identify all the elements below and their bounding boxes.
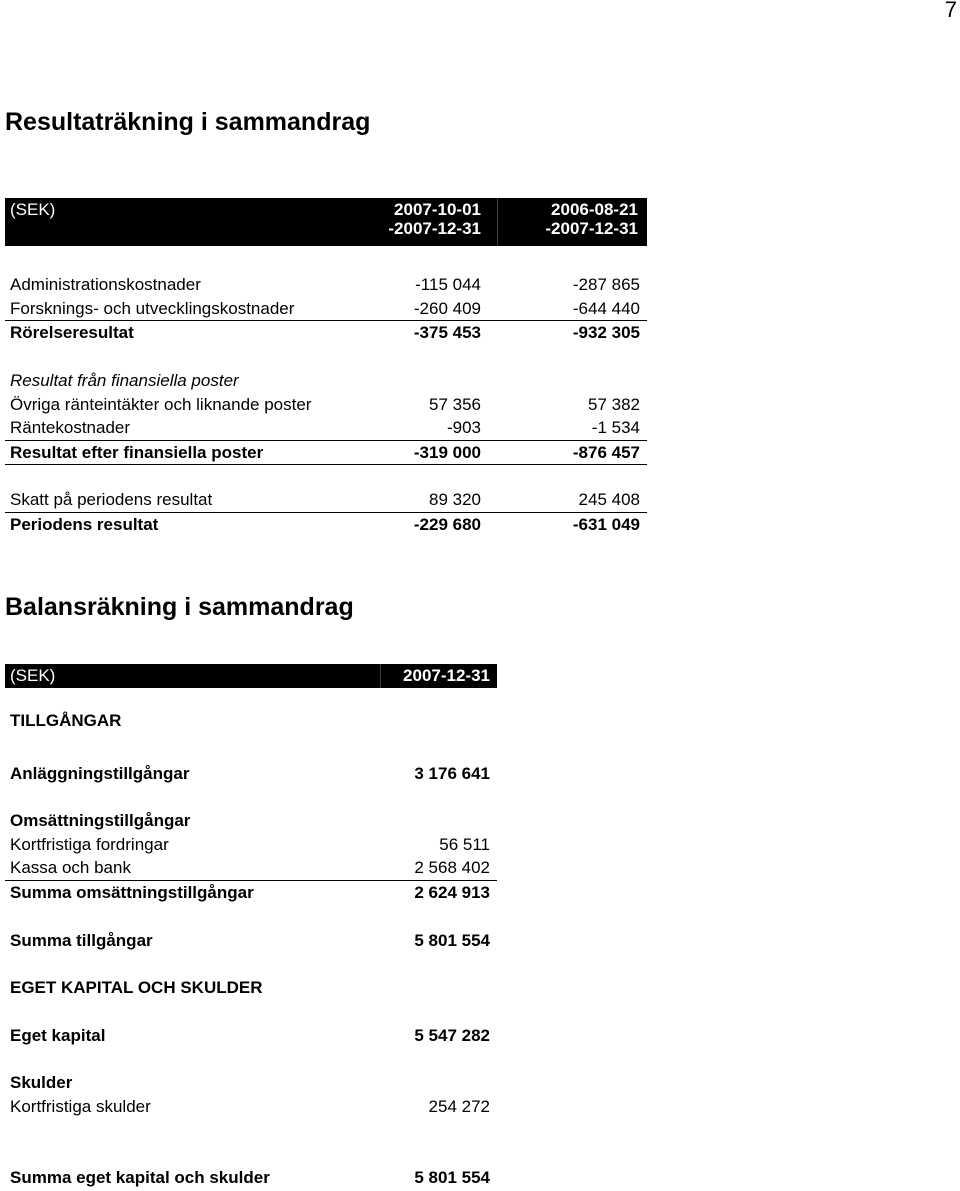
row-label: Administrationskostnader <box>10 275 201 294</box>
header-period-2-start: 2006-08-21 <box>551 200 638 219</box>
row-value-period-1: 89 320 <box>429 490 481 509</box>
row-label: Resultat efter finansiella poster <box>10 443 264 462</box>
section-heading <box>5 709 497 733</box>
table-row <box>5 416 647 440</box>
row-value: 5 801 554 <box>414 1168 490 1187</box>
rule-line <box>5 464 647 465</box>
row-label: Skulder <box>10 1073 73 1092</box>
row-value-period-2: -644 440 <box>572 299 640 318</box>
row-value-period-2: -1 534 <box>591 418 640 437</box>
row-label: Forsknings- och utvecklingskostnader <box>10 299 295 318</box>
table-row <box>5 1095 497 1119</box>
header-column-divider <box>497 198 498 246</box>
row-label: Kortfristiga fordringar <box>10 835 169 854</box>
row-value-period-1: -115 044 <box>415 275 481 294</box>
table-row <box>5 833 497 857</box>
row-value: 3 176 641 <box>414 764 490 783</box>
header-date: 2007-12-31 <box>403 666 490 685</box>
row-value-period-2: 57 382 <box>588 395 640 414</box>
row-label: Eget kapital <box>10 1026 106 1045</box>
income-statement-title: Resultaträkning i sammandrag <box>5 108 371 136</box>
row-value-period-2: -932 305 <box>572 323 640 342</box>
row-value: 254 272 <box>428 1097 490 1116</box>
section-heading <box>5 1071 497 1095</box>
row-label: Skatt på periodens resultat <box>10 490 213 509</box>
table-row <box>5 488 647 512</box>
table-row <box>5 762 497 786</box>
row-label: Omsättningstillgångar <box>10 811 191 830</box>
row-value-period-1: -229 680 <box>413 515 481 534</box>
header-unit: (SEK) <box>10 200 56 219</box>
row-value-period-1: -319 000 <box>413 443 481 462</box>
row-label: Kassa och bank <box>10 858 131 877</box>
row-value: 56 511 <box>439 835 490 854</box>
row-value: 5 547 282 <box>414 1026 490 1045</box>
row-label: Summa tillgångar <box>10 931 153 950</box>
table-row-total <box>5 1166 497 1190</box>
row-label: EGET KAPITAL OCH SKULDER <box>10 978 263 997</box>
table-row-subtotal <box>5 441 647 465</box>
header-period-1-start: 2007-10-01 <box>394 200 481 219</box>
row-label: Summa eget kapital och skulder <box>10 1168 270 1187</box>
table-row-subtotal <box>5 321 647 345</box>
table-row <box>5 393 647 417</box>
row-label: TILLGÅNGAR <box>10 711 122 730</box>
row-label: Rörelseresultat <box>10 323 134 342</box>
row-value: 2 568 402 <box>414 858 490 877</box>
header-column-divider <box>380 664 381 688</box>
row-label: Övriga ränteintäkter och liknande poster <box>10 395 312 414</box>
row-value-period-1: 57 356 <box>429 395 481 414</box>
row-label: Resultat från finansiella poster <box>10 371 239 390</box>
row-label: Kortfristiga skulder <box>10 1097 151 1116</box>
income-statement-header <box>5 198 647 246</box>
section-heading <box>5 809 497 833</box>
row-label: Anläggningstillgångar <box>10 764 190 783</box>
table-row <box>5 856 497 880</box>
table-row-total <box>5 513 647 537</box>
page-number: 7 <box>944 0 957 22</box>
row-value-period-2: 245 408 <box>578 490 640 509</box>
table-row <box>5 297 647 321</box>
table-row-total <box>5 929 497 953</box>
row-value-period-2: -876 457 <box>572 443 640 462</box>
row-value-period-1: -903 <box>446 418 481 437</box>
row-label: Summa omsättningstillgångar <box>10 883 254 902</box>
row-value-period-1: -375 453 <box>413 323 481 342</box>
table-row <box>5 1024 497 1048</box>
row-value: 2 624 913 <box>414 883 490 902</box>
balance-sheet-header <box>5 664 497 688</box>
table-row-subtotal <box>5 881 497 905</box>
section-heading <box>5 369 647 393</box>
header-unit: (SEK) <box>10 666 56 685</box>
header-period-2-end: -2007-12-31 <box>545 219 638 238</box>
row-value-period-2: -631 049 <box>572 515 640 534</box>
row-value-period-2: -287 865 <box>572 275 640 294</box>
header-period-1-end: -2007-12-31 <box>388 219 481 238</box>
row-value-period-1: -260 409 <box>413 299 481 318</box>
section-heading <box>5 976 497 1000</box>
table-row <box>5 273 647 297</box>
row-value: 5 801 554 <box>414 931 490 950</box>
row-label: Räntekostnader <box>10 418 131 437</box>
balance-sheet-title: Balansräkning i sammandrag <box>5 593 354 621</box>
row-label: Periodens resultat <box>10 515 159 534</box>
